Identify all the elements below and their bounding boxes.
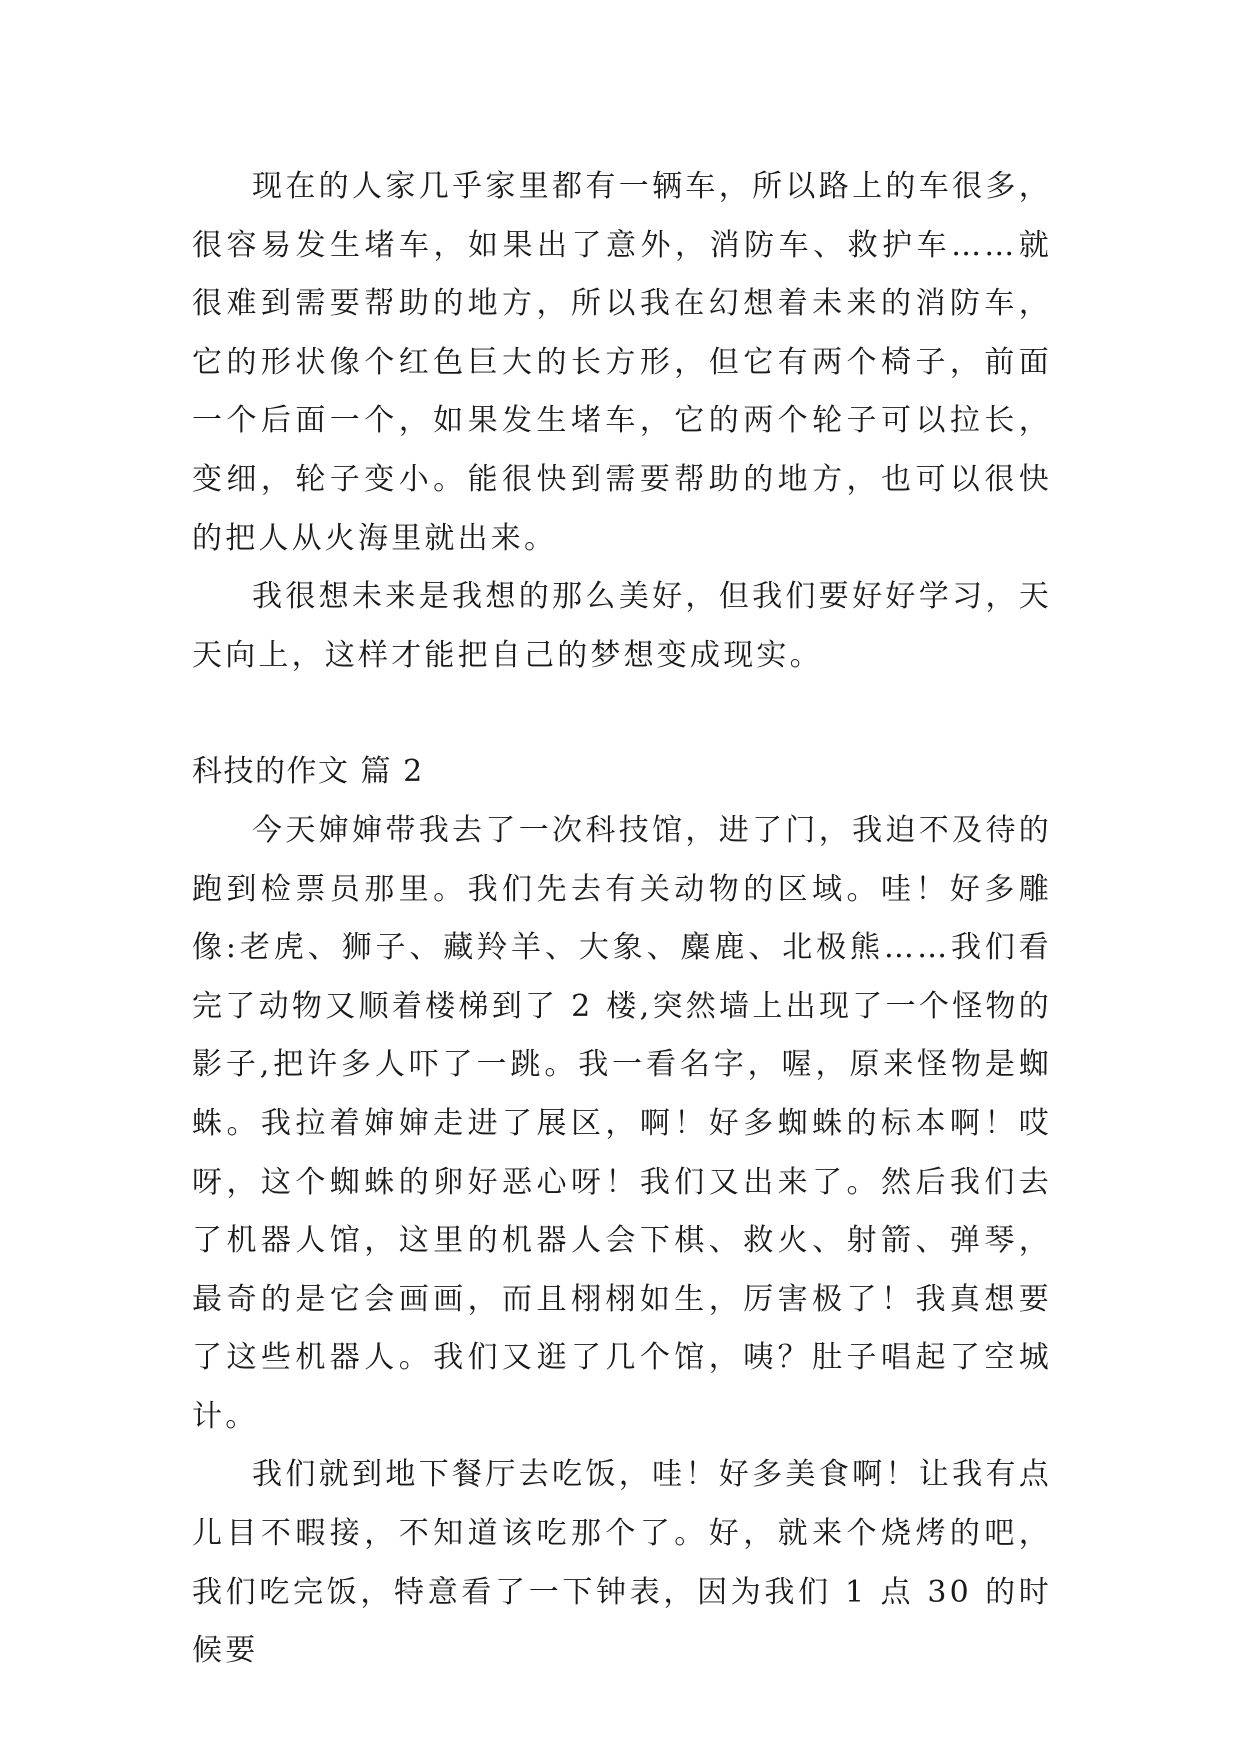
paragraph-fire-truck: 现在的人家几乎家里都有一辆车，所以路上的车很多，很容易发生堵车，如果出了意外，消防车、救护车……就很难到需要帮助的地方，所以我在幻想着未来的消防车，它的形状像个红色巨大的长方形，但它有两个椅子，前面一个后面一个，如果发生堵车，它的两个轮子可以拉长，变细，轮子变小。能很快到需要帮助的地方，也可以很快的把人从火海里就出来。 bbox=[192, 169, 1052, 556]
section-spacer bbox=[192, 685, 1052, 743]
paragraph-restaurant: 我们就到地下餐厅去吃饭，哇！好多美食啊！让我有点儿目不暇接，不知道该吃那个了。好，就来个烧烤的吧，我们吃完饭，特意看了一下钟表，因为我们 1 点 30 的时候要 bbox=[192, 1457, 1052, 1669]
document-page bbox=[192, 158, 1052, 1681]
paragraph-science-museum: 今天婶婶带我去了一次科技馆，进了门，我迫不及待的跑到检票员那里。我们先去有关动物的区域。哇！好多雕像:老虎、狮子、藏羚羊、大象、麋鹿、北极熊……我们看完了动物又顺着楼梯到了 2 楼,突然墙上出现了一个怪物的影子,把许多人吓了一跳。我一看名字，喔，原来怪物是蜘蛛。我拉着婶婶走进了展区，啊！好多蜘蛛的标本啊！哎呀，这个蜘蛛的卵好恶心呀！我们又出来了。然后我们去了机器人馆，这里的机器人会下棋、救火、射箭、弹琴，最奇的是它会画画，而且栩栩如生，厉害极了！我真想要了这些机器人。我们又逛了几个馆，咦？肚子唱起了空城计。 bbox=[192, 812, 1052, 1434]
paragraph-future-hope: 我很想未来是我想的那么美好，但我们要好好学习，天天向上，这样才能把自己的梦想变成现实。 bbox=[192, 579, 1052, 673]
section-heading: 科技的作文 篇 2 bbox=[192, 754, 424, 790]
